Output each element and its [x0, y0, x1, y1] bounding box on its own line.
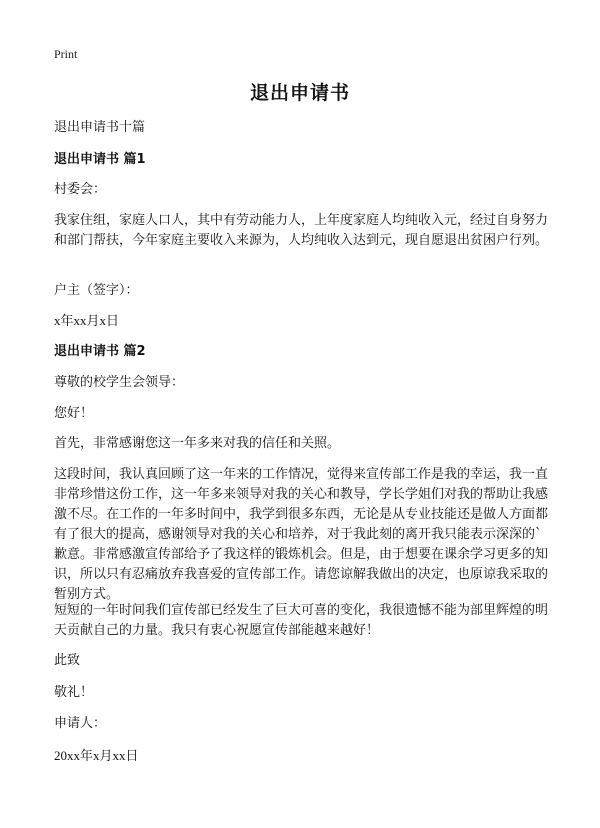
- signature-line: 户主（签字）：: [54, 283, 139, 298]
- paragraph-thanks: 首先，非常感谢您这一年多来对我的信任和关照。: [54, 436, 341, 451]
- section-heading-2: 退出申请书 篇2: [54, 344, 146, 359]
- closing-line-2: 敬礼！: [54, 685, 94, 700]
- paragraph-main: 这段时间，我认真回顾了这一年来的工作情况，觉得来宣传部工作是我的幸运，我一直非常珍惜这份工作，这一年多来领导对我的关心和教导，学长学姐们对我的帮助让我感激不尽。在工作的一年多时间中，我学到很多东西，无论是从专业技能还是做人方面都有了很大的提高，感谢领导对我的关心和培养，对于我此刻的离开我只能表示深深的`歉意。非常感激宣传部给予了我这样的锻炼机会。但是，由于想要在课余学习更多的知识，所以只有忍痛放弃我喜爱的宣传部工作。请您谅解我做出的决定，也原谅我采取的暂别方式。: [54, 467, 549, 602]
- print-label[interactable]: Print: [54, 47, 78, 61]
- greeting: 您好！: [54, 406, 94, 421]
- closing-line-1: 此致: [54, 653, 81, 668]
- salutation-1: 村委会：: [54, 182, 107, 197]
- salutation-2: 尊敬的校学生会领导：: [54, 375, 185, 390]
- body-paragraph-1: 我家住组，家庭人口人，其中有劳动能力人，上年度家庭人均纯收入元，经过自身努力和部门帮扶，今年家庭主要收入来源为，人均纯收入达到元，现自愿退出贫困户行列。: [54, 213, 549, 248]
- paragraph-wishes: 短短的一年时间我们宣传部已经发生了巨大可喜的变化，我很遗憾不能为部里辉煌的明天贡献自己的力量。我只有衷心祝愿宣传部能越来越好！: [54, 603, 549, 638]
- date-line-2: 20xx年x月xx日: [54, 748, 139, 763]
- document-subtitle: 退出申请书十篇: [54, 120, 146, 135]
- document-title: 退出申请书: [249, 82, 350, 104]
- section-heading-1: 退出申请书 篇1: [54, 152, 146, 167]
- applicant-line: 申请人：: [54, 716, 107, 731]
- date-line-1: x年xx月x日: [54, 313, 120, 328]
